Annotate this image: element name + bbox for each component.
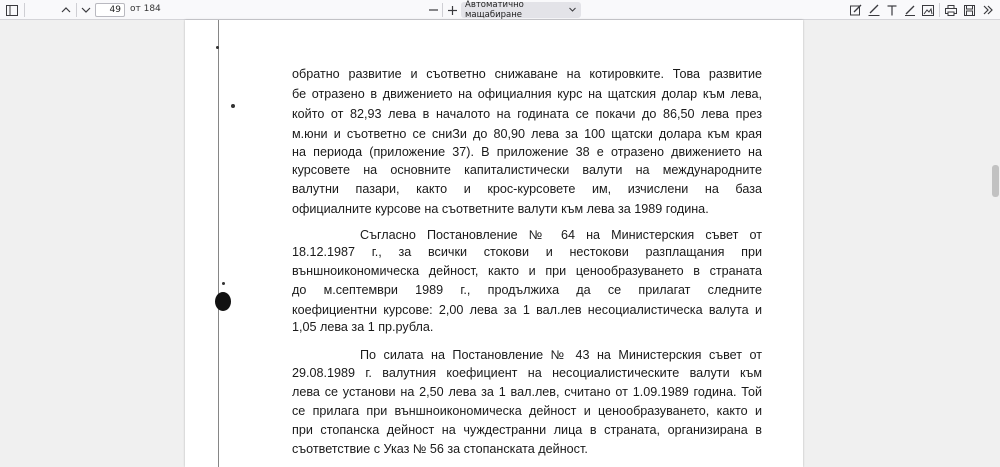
- text-line: коефициентни курсове: 2,00 лева за 1 вал.лев несоциалистическа валута и: [292, 303, 762, 317]
- pdf-toolbar: [0, 0, 1000, 20]
- text-tool-icon[interactable]: [884, 2, 900, 18]
- signature-icon[interactable]: [866, 2, 882, 18]
- save-icon[interactable]: [961, 2, 977, 18]
- text-line: Съгласно Постановление № 64 на Министерския съвет от: [360, 228, 762, 242]
- punch-hole-mark: [215, 292, 231, 311]
- chevron-down-icon: [569, 5, 576, 15]
- print-icon[interactable]: [943, 2, 959, 18]
- scan-speck: [216, 46, 219, 49]
- previous-page-icon[interactable]: [58, 2, 74, 18]
- text-line: се прилага при външноикономическа дейност и ценообразуването, както и: [292, 404, 762, 418]
- text-line: на периода (приложение 37). В приложение 38 е отразено движението на: [292, 145, 762, 159]
- highlight-icon[interactable]: [848, 2, 864, 18]
- scan-margin-line: [218, 20, 219, 467]
- text-line: бе отразено в движението на официалния курс на щатския долар към лева,: [292, 87, 762, 101]
- text-line: който от 82,93 лева в началото на годината се покачи до 86,50 лева през: [292, 107, 762, 121]
- scan-speck: [222, 282, 225, 285]
- page-total-label: от 184: [130, 4, 161, 14]
- draw-pen-icon[interactable]: [902, 2, 918, 18]
- menu-chevrons-icon[interactable]: [980, 2, 996, 18]
- text-line: 1,05 лева за 1 пр.рубла.: [292, 320, 434, 334]
- text-line: при стопанска дейност на чуждестранни лица в страната, организирана в: [292, 423, 762, 437]
- page-number-input[interactable]: [95, 3, 125, 17]
- text-line: външноикономическа дейност, както и при ценообразуването в страната: [292, 264, 762, 278]
- zoom-in-icon[interactable]: [445, 2, 459, 18]
- image-insert-icon[interactable]: [920, 2, 936, 18]
- text-line: официалните курсове на съответните валути към лева за 1989 година.: [292, 202, 709, 216]
- text-line: м.юни и съответно се сниЗи до 80,90 лева за 100 щатски долара към края: [292, 127, 762, 141]
- sidebar-toggle-icon[interactable]: [4, 2, 20, 18]
- text-line: до м.септември 1989 г., продължиха да се прилагат следните: [292, 283, 762, 297]
- zoom-select-value: Автоматично мащабиране: [465, 0, 524, 20]
- scrollbar-thumb[interactable]: [992, 165, 999, 197]
- text-line: обратно развитие и съответно снижаване на котировките. Това развитие: [292, 67, 762, 81]
- text-line: 29.08.1989 г. валутния коефициент на несоциалистическите валути към: [292, 366, 762, 380]
- vertical-scrollbar[interactable]: [991, 20, 1000, 467]
- scan-speck: [231, 104, 235, 108]
- text-line: лева се установи на 2,50 лева за 1 вал.лев, считано от 1.09.1989 година. Той: [292, 385, 762, 399]
- zoom-select[interactable]: [461, 2, 581, 18]
- text-line: съответствие с Указ № 56 за стопанската дейност.: [292, 442, 588, 456]
- text-line: курсовете на основните капиталистически валути на международните: [292, 163, 762, 177]
- pdf-page: [185, 20, 803, 467]
- text-line: По силата на Постановление № 43 на Министерския съвет от: [360, 348, 762, 362]
- text-line: валутни пазари, както и крос-курсовете им, изчислени на база: [292, 182, 762, 196]
- text-line: 18.12.1987 г., за всички стокови и нестокови разплащания при: [292, 245, 762, 259]
- next-page-icon[interactable]: [78, 2, 94, 18]
- zoom-out-icon[interactable]: [426, 2, 440, 18]
